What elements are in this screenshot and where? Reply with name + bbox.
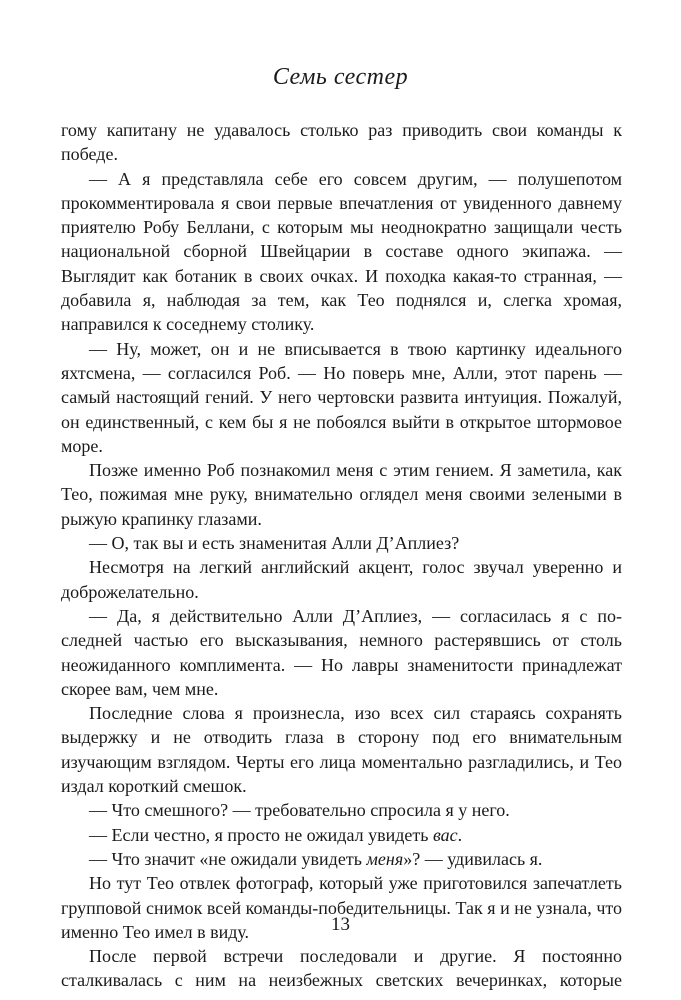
- body-text: [61, 118, 622, 993]
- paragraph: — Да, я действительно Алли Д’Аплиез, — согласилась я с последней частью его высказывания, немного растерявшись от столь неожиданного комплимента. — Но лавры знаменитости принадлежат скорее вам, чем мне.: [61, 605, 622, 699]
- paragraph-text: »? — удивилась я.: [403, 848, 543, 869]
- paragraph-text: — Если честно, я просто не ожидал увидеть: [89, 824, 433, 845]
- emphasis: вас: [432, 824, 458, 845]
- paragraph-text: — Что значит «не ожидали увидеть: [89, 848, 367, 869]
- paragraph: [61, 847, 622, 871]
- paragraph: — Что смешного? — требовательно спросила я у него.: [89, 800, 510, 821]
- paragraph: — О, так вы и есть знаменитая Алли Д’Аплиез?: [89, 533, 460, 554]
- paragraph: [61, 823, 622, 847]
- paragraph: гому капитану не удавалось столько раз приводить свои команды к победе.: [61, 120, 622, 165]
- emphasis: меня: [366, 848, 404, 869]
- paragraph: Но тут Тео отвлек фотограф, который уже приготовился запечатлеть групповой снимок всей команды-победительницы. Так я и не узнала, что именно Тео имел в виду.: [61, 873, 622, 942]
- paragraph: После первой встречи последовали и другие. Я постоянно сталкивалась с ним на неизбежных светских вечеринках, которые: [61, 946, 622, 991]
- page-number: 13: [331, 914, 350, 935]
- paragraph: Несмотря на легкий английский акцент, голос звучал уверенно и доброжелательно.: [61, 557, 622, 602]
- paragraph: — А я представляла себе его совсем другим, — полушепотом прокомментировала я свои первые впечатления от увиденного давнему приятелю Робу Беллани, с которым мы неоднократно защищали честь национальной сборной Швейцарии в составе одного экипажа. — Выглядит как ботаник в своих очках. И походка какая-то странная, — добавила я, наблюдая за тем, как Тео поднялся и, слегка хромая, направился к соседнему столику.: [61, 168, 622, 335]
- running-head: Семь сестер: [272, 64, 409, 90]
- paragraph: Последние слова я произнесла, изо всех сил стараясь сохранять выдержку и не отводить глаза в сторону под его внимательным изучающим взглядом. Черты его лица моментально разгладились, и Тео издал короткий смешок.: [61, 703, 622, 797]
- paragraph-text: .: [457, 824, 463, 845]
- paragraph: Позже именно Роб познакомил меня с этим гением. Я заметила, как Тео, пожимая мне руку, внимательно оглядел меня своими зелеными в рыжую крапинку глазами.: [61, 460, 622, 529]
- paragraph: — Ну, может, он и не вписывается в твою картинку идеального яхтсмена, — согласился Роб. — Но поверь мне, Алли, этот парень — самый настоящий гений. У него чертовски развита интуиция. Пожалуй, он единственный, с кем бы я не побоялся выйти в открытое штормовое море.: [61, 338, 622, 456]
